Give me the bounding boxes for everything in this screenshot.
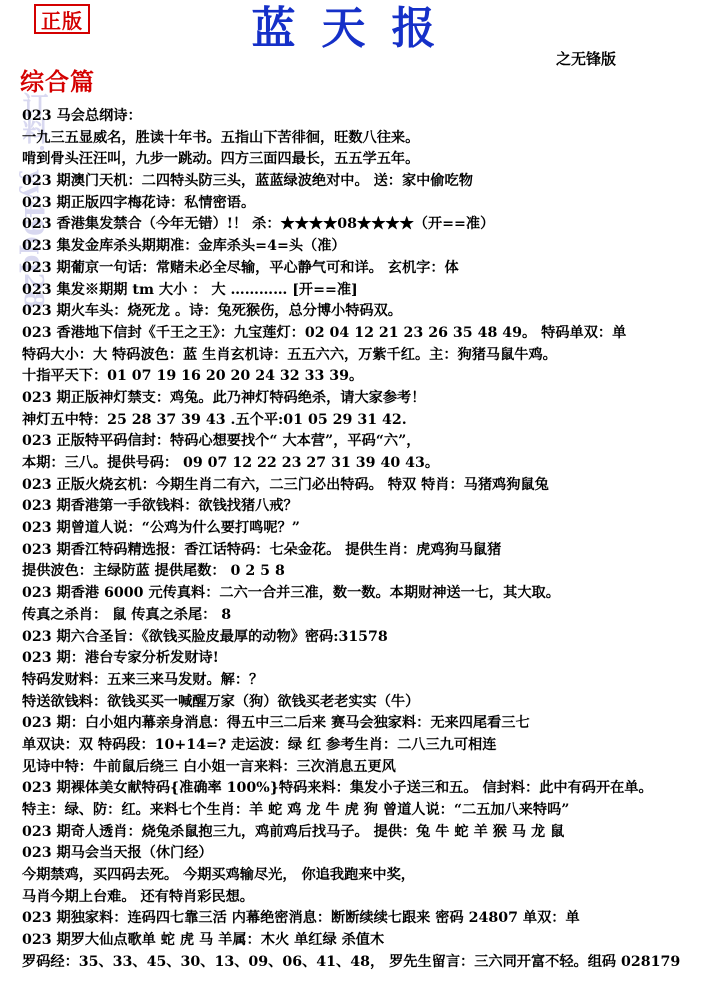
text-line: 023 期火车头：烧死龙 。诗：兔死猴伤，总分博小特码双。 <box>22 303 402 320</box>
text-line: 023 期澳门天机：二四特头防三头，蓝蓝绿波绝对中。 送：家中偷吃物 <box>22 173 473 190</box>
text-line: 023 正版火烧玄机：今期生肖二有六，二三门必出特码。 特双 特肖：马猪鸡狗鼠兔 <box>22 476 549 493</box>
text-line: 特码大小：大 特码波色：蓝 生肖玄机诗：五五六六，万紫千红。主：狗猪马鼠牛鸡。 <box>22 346 557 363</box>
text-line: 023 期香港 6000 元传真料：二六一合并三准，数一数。本期财神送一七，其大取。 <box>22 585 560 602</box>
text-line: 一九三五显威名，胜读十年书。五指山下苦徘徊，旺数八往来。 <box>22 129 420 146</box>
text-line: 十指平天下：01 07 19 16 20 20 24 32 33 39。 <box>22 368 364 385</box>
text-line: 传真之杀肖： 鼠 传真之杀尾： 8 <box>22 606 232 623</box>
content-lines <box>22 106 707 974</box>
text-line: 马肖今期上台难。 还有特肖彩民想。 <box>22 888 254 905</box>
text-line: 罗码经：35、33、45、30、13、09、06、41、48， 罗先生留言：三六同开富不轻。组码 028179 <box>22 953 681 970</box>
text-line: 023 期六合圣旨：《欲钱买脸皮最厚的动物》密码:31578 <box>22 628 388 645</box>
text-line: 023 期：白小姐内幕亲身消息：得五中三二后来 赛马会独家料：无来四尾看三七 <box>22 715 530 732</box>
text-line: 啃到骨头汪汪叫，九步一跳动。四方三面四最长，五五学五年。 <box>22 151 420 168</box>
text-line: 神灯五中特：25 28 37 39 43 .五个平:01 05 29 31 42. <box>22 411 407 428</box>
edition-label: 之无锋版 <box>556 50 617 68</box>
text-line: 023 期奇人透肖：烧兔杀鼠抱三九，鸡前鸡后找马子。 提供：兔 牛 蛇 羊 猴 马 龙 鼠 <box>22 823 565 840</box>
masthead-title: 蓝天报 <box>251 3 462 54</box>
text-line: 023 香港地下信封《千王之王》：九宝莲灯：02 04 12 21 23 26 35 48 49。 特码单双：单 <box>22 324 627 341</box>
watermark-text: 订料：yy49qq28 <box>18 92 48 309</box>
text-line: 023 期罗大仙点歌单 蛇 虎 马 羊属：木火 单红绿 杀值木 <box>22 932 385 949</box>
text-line: 023 期香港第一手欲钱料：欲钱找猪八戒？ <box>22 498 298 515</box>
text-line: 单双诀：双 特码段：10+14=? 走运波：绿 红 参考生肖：二八三九可相连 <box>22 736 497 753</box>
text-line: 特主：绿、防：红。来料七个生肖：羊 蛇 鸡 龙 牛 虎 狗 曾道人说：“二五加八来特吗” <box>22 802 570 818</box>
text-line: 今期禁鸡，买四码去死。 今期买鸡输尽光， 你追我跑来中奖， <box>22 867 415 884</box>
text-line: 特送欲钱料：欲钱买买一喊醒万家（狗）欲钱买老老实实（牛） <box>22 693 420 710</box>
text-line: 023 期独家料：连码四七靠三活 内幕绝密消息：断断续续七跟来 密码 24807 单双：单 <box>22 910 580 927</box>
text-line: 见诗中特：牛前鼠后绕三 白小姐一言来料：三次消息五更风 <box>22 758 396 775</box>
text-line: 023 期曾道人说：“公鸡为什么要打鸣呢？” <box>22 520 300 537</box>
text-line: 023 期马会当天报（休门经） <box>22 845 213 862</box>
text-line: 提供波色：主绿防蓝 提供尾数： 0 2 5 8 <box>22 563 285 580</box>
section-title: 综合篇 <box>20 67 95 96</box>
text-line: 特码发财料：五来三来马发财。解：？ <box>22 671 264 688</box>
text-line: 023 香港集发禁合（今年无错）!！ 杀：★★★★08★★★★（开==准） <box>22 216 495 233</box>
edition-badge: 正版 <box>34 4 90 34</box>
text-line: 023 期裸体美女献特码{准确率 100%}特码来料：集发小子送三和五。 信封料：此中有码开在单。 <box>22 780 653 797</box>
text-line: 023 期正版神灯禁支：鸡兔。此乃神灯特码绝杀，请大家参考！ <box>22 389 426 406</box>
text-line: 023 期：港台专家分析发财诗! <box>22 650 219 667</box>
text-line: 本期：三八。提供号码： 09 07 12 22 23 27 31 39 40 43。 <box>22 455 440 471</box>
text-line: 023 期正版四字梅花诗：私情密语。 <box>22 194 256 211</box>
text-line: 023 期香江特码精选报：香江话特码：七朵金花。 提供生肖：虎鸡狗马鼠猪 <box>22 541 502 558</box>
text-line: 023 集发金库杀头期期准：金库杀头=4=头（准） <box>22 238 346 255</box>
text-line: 023 期葡京一句话：常赌未必全尽输，平心静气可和详。 玄机字：体 <box>22 259 459 276</box>
text-line: 023 马会总纲诗： <box>22 108 142 124</box>
text-line: 023 集发※期期 tm 大小 ： 大 ………… [开==准] <box>22 281 358 298</box>
text-line: 023 正版特平码信封：特码心想要找个“ 大本营”，平码“六”， <box>22 433 421 450</box>
